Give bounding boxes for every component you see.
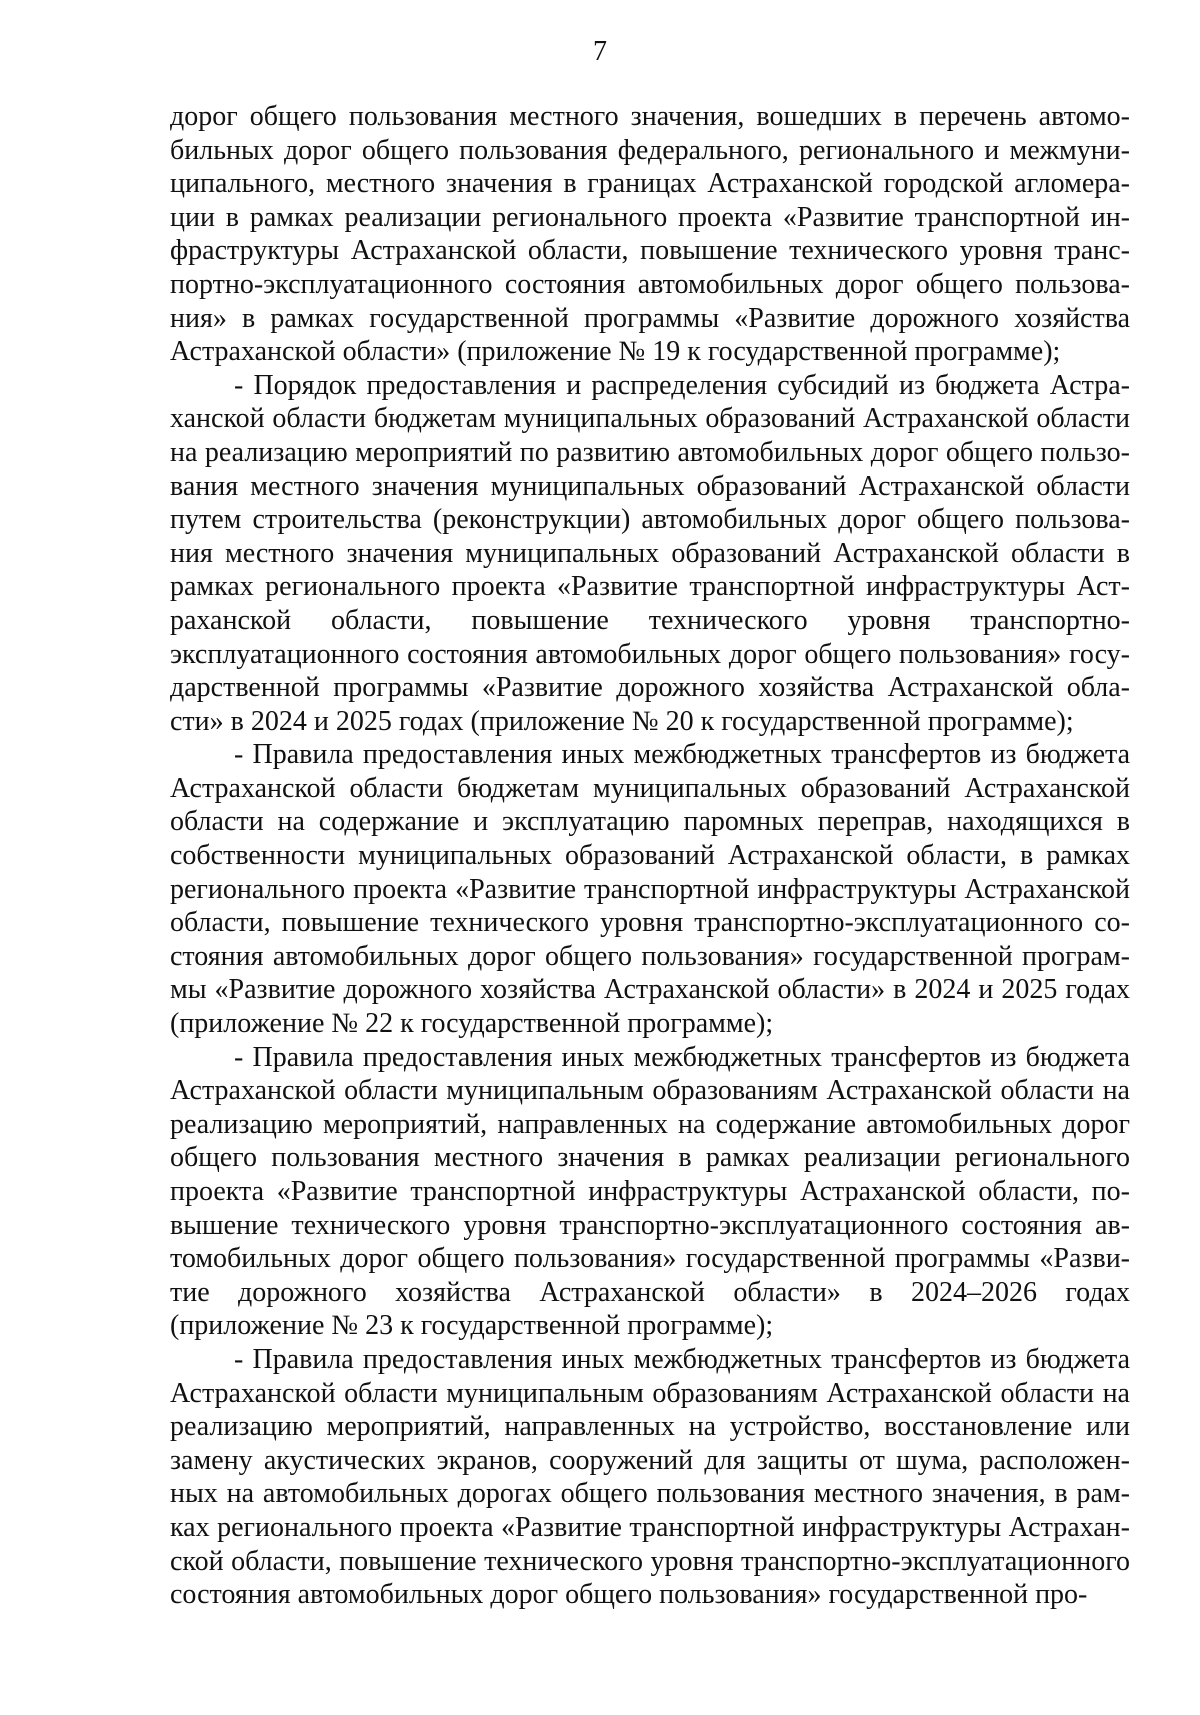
paragraph-list-item: - Правила предоставления иных межбюджетных трансфертов из бюджета Астраханской области муниципальным образованиям Астраханской области на реализацию мероприятий, направленных на содержание автомобильных дорог общего пользования местного значения в рамках реализации регионального проекта «Развитие транспортной инфраструктуры Астраханской области, повышение технического уровня транспортно-эксплуатационного состояния автомобильных дорог общего пользования» государственной программы «Развитие дорожного хозяйства Астраханской области» в 2024–2026 годах (приложение № 23 к государственной программе); bbox=[170, 1041, 1130, 1342]
paragraph-list-item: - Правила предоставления иных межбюджетных трансфертов из бюджета Астраханской области бюджетам муниципальных образований Астраханской области на содержание и эксплуатацию паромных переправ, находящихся в собственности муниципальных образований Астраханской области, в рамках регионального проекта «Развитие транспортной инфраструктуры Астраханской области, повышение технического уровня транспортно-эксплуатационного состояния автомобильных дорог общего пользования» государственной программы «Развитие дорожного хозяйства Астраханской области» в 2024 и 2025 годах (приложение № 22 к государственной программе); bbox=[170, 739, 1130, 1040]
document-body bbox=[170, 100, 1130, 1612]
paragraph-list-item: - Порядок предоставления и распределения субсидий из бюджета Астраханской области бюджетам муниципальных образований Астраханской области на реализацию мероприятий по развитию автомобильных дорог общего пользования местного значения муниципальных образований Астраханской области путем строительства (реконструкции) автомобильных дорог общего пользования местного значения муниципальных образований Астраханской области в рамках регионального проекта «Развитие транспортной инфраструктуры Астраханской области, повышение технического уровня транспортно-эксплуатационного состояния автомобильных дорог общего пользования» государственной программы «Развитие дорожного хозяйства Астраханской области» в 2024 и 2025 годах (приложение № 20 к государственной программе); bbox=[170, 369, 1130, 737]
paragraph-continuation: дорог общего пользования местного значения, вошедших в перечень автомобильных дорог общего пользования федерального, регионального и межмуниципального, местного значения в границах Астраханской городской агломерации в рамках реализации регионального проекта «Развитие транспортной инфраструктуры Астраханской области, повышение технического уровня транспортно-эксплуатационного состояния автомобильных дорог общего пользования» в рамках государственной программы «Развитие дорожного хозяйства Астраханской области» (приложение № 19 к государственной программе); bbox=[170, 101, 1130, 368]
paragraph-list-item: - Правила предоставления иных межбюджетных трансфертов из бюджета Астраханской области муниципальным образованиям Астраханской области на реализацию мероприятий, направленных на устройство, восстановление или замену акустических экранов, сооружений для защиты от шума, расположенных на автомобильных дорогах общего пользования местного значения, в рамках регионального проекта «Развитие транспортной инфраструктуры Астраханской области, повышение технического уровня транспортно-эксплуатационного состояния автомобильных дорог общего пользования» государственной про- bbox=[170, 1343, 1130, 1611]
page-number: 7 bbox=[593, 36, 607, 67]
